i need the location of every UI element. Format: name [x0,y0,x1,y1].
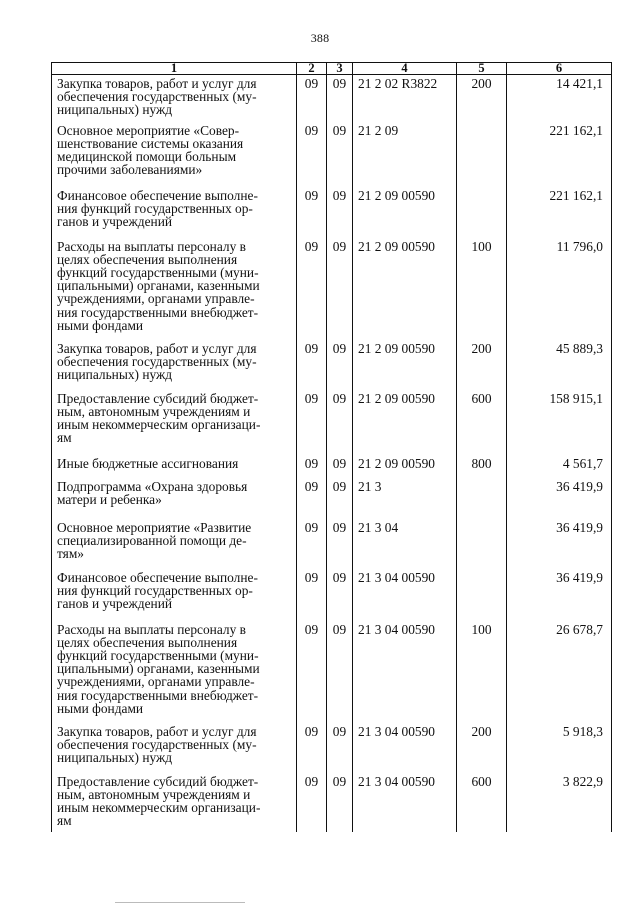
row-subsection-code: 09 [327,773,353,832]
table-header [52,63,612,75]
row-section-code: 09 [297,569,327,621]
item-name-line: Основное мероприятие «Развитие [57,519,252,535]
row-expense-type: 800 [457,455,507,478]
row-item-name [52,187,297,238]
item-name-line: ям [57,813,72,829]
item-name-line: прочими заболеваниями» [57,162,203,178]
item-name-line: тям» [57,545,85,561]
item-name-line: Финансовое обеспечение выполне- [57,569,258,585]
item-name-line: Основное мероприятие «Совер- [57,122,240,138]
item-name-line: ниципальных) нужд [57,102,173,118]
table-row [52,723,612,773]
table-row [52,187,612,238]
row-item-name [52,390,297,455]
row-subsection-code: 09 [327,122,353,187]
item-name-line: специализированной помощи де- [57,532,247,548]
header-col-6: 6 [507,63,612,75]
row-subsection-code: 09 [327,455,353,478]
row-target-article: 21 2 09 [353,122,457,187]
item-name-line: ганов и учреждений [57,595,173,611]
row-expense-type: 200 [457,723,507,773]
row-section-code: 09 [297,340,327,390]
item-name-line: ным, автономным учреждениям и [57,403,251,419]
header-col-1: 1 [52,63,297,75]
row-subsection-code: 09 [327,569,353,621]
row-target-article: 21 2 02 R3822 [353,75,457,122]
item-name-line: ния государственными внебюджет- [57,304,259,320]
row-subsection-code: 09 [327,621,353,723]
item-name-line: функций государственными (муни- [57,647,259,663]
row-section-code: 09 [297,455,327,478]
row-expense-type: 600 [457,773,507,832]
item-name-line: ния функций государственных ор- [57,200,253,216]
item-name-line: ям [57,430,72,446]
item-name-line: ния функций государственных ор- [57,582,253,598]
header-col-4: 4 [353,63,457,75]
row-subsection-code: 09 [327,390,353,455]
page-number: 388 [310,31,330,45]
item-name-line: ганов и учреждений [57,213,173,229]
row-item-name [52,340,297,390]
row-section-code: 09 [297,478,327,519]
row-section-code: 09 [297,621,327,723]
item-name-line: Иные бюджетные ассигнования [57,455,239,471]
item-name-line: ным, автономным учреждениям и [57,786,251,802]
row-amount: 36 419,9 [507,478,612,519]
row-expense-type [457,478,507,519]
scan-artifact-line [115,902,245,903]
header-col-2: 2 [297,63,327,75]
row-subsection-code: 09 [327,187,353,238]
row-amount: 36 419,9 [507,569,612,621]
row-expense-type: 200 [457,75,507,122]
table-row [52,238,612,340]
item-name-line: обеспечения государственных (му- [57,736,257,752]
row-item-name [52,569,297,621]
row-item-name [52,238,297,340]
header-row [52,63,612,75]
item-name-line: ниципальных) нужд [57,366,173,382]
budget-table [51,62,612,832]
row-section-code: 09 [297,519,327,569]
row-target-article: 21 3 04 00590 [353,621,457,723]
header-col-3: 3 [327,63,353,75]
row-expense-type [457,519,507,569]
table-row [52,455,612,478]
row-target-article: 21 2 09 00590 [353,238,457,340]
table-row [52,340,612,390]
row-item-name [52,621,297,723]
row-expense-type [457,187,507,238]
row-section-code: 09 [297,75,327,122]
item-name-line: целях обеспечения выполнения [57,634,238,650]
item-name-line: учреждениями, органами управле- [57,674,255,690]
item-name-line: медицинской помощи больным [57,148,237,164]
item-name-line: ными фондами [57,700,144,716]
row-item-name [52,122,297,187]
row-target-article: 21 2 09 00590 [353,187,457,238]
table-row [52,122,612,187]
table-row [52,75,612,122]
item-name-line: функций государственными (муни- [57,264,259,280]
table-row [52,621,612,723]
row-amount: 14 421,1 [507,75,612,122]
row-subsection-code: 09 [327,478,353,519]
row-expense-type: 200 [457,340,507,390]
item-name-line: целях обеспечения выполнения [57,251,238,267]
item-name-line: Закупка товаров, работ и услуг для [57,723,257,739]
row-expense-type [457,122,507,187]
row-section-code: 09 [297,187,327,238]
row-amount: 5 918,3 [507,723,612,773]
row-target-article: 21 3 04 [353,519,457,569]
item-name-line: ния государственными внебюджет- [57,687,259,703]
row-section-code: 09 [297,723,327,773]
row-expense-type [457,569,507,621]
row-amount: 45 889,3 [507,340,612,390]
item-name-line: Финансовое обеспечение выполне- [57,187,258,203]
item-name-line: ципальными) органами, казенными [57,278,260,294]
row-section-code: 09 [297,122,327,187]
row-target-article: 21 3 04 00590 [353,723,457,773]
table-row [52,519,612,569]
row-target-article: 21 2 09 00590 [353,390,457,455]
row-amount: 26 678,7 [507,621,612,723]
table-row [52,390,612,455]
item-name-line: обеспечения государственных (му- [57,353,257,369]
row-amount: 11 796,0 [507,238,612,340]
row-amount: 36 419,9 [507,519,612,569]
row-expense-type: 100 [457,621,507,723]
header-col-5: 5 [457,63,507,75]
item-name-line: иным некоммерческим организаци- [57,799,261,815]
item-name-line: Закупка товаров, работ и услуг для [57,76,257,91]
row-section-code: 09 [297,238,327,340]
table-row [52,478,612,519]
row-target-article: 21 3 04 00590 [353,569,457,621]
row-item-name [52,455,297,478]
row-section-code: 09 [297,773,327,832]
item-name-line: Подпрограмма «Охрана здоровья [57,478,248,494]
item-name-line: ными фондами [57,317,144,333]
item-name-line: Расходы на выплаты персоналу в [57,621,246,637]
row-item-name [52,519,297,569]
row-amount: 4 561,7 [507,455,612,478]
item-name-line: Закупка товаров, работ и услуг для [57,340,257,356]
row-amount: 158 915,1 [507,390,612,455]
row-target-article: 21 3 04 00590 [353,773,457,832]
table-row [52,773,612,832]
row-amount: 221 162,1 [507,122,612,187]
item-name-line: ципальными) органами, казенными [57,661,260,677]
item-name-line: Предоставление субсидий бюджет- [57,773,259,789]
row-subsection-code: 09 [327,238,353,340]
table-row [52,569,612,621]
row-amount: 3 822,9 [507,773,612,832]
row-target-article: 21 2 09 00590 [353,455,457,478]
item-name-line: обеспечения государственных (му- [57,89,257,105]
table-body [52,75,612,832]
item-name-line: шенствование системы оказания [57,135,244,151]
row-subsection-code: 09 [327,75,353,122]
row-subsection-code: 09 [327,723,353,773]
item-name-line: иным некоммерческим организаци- [57,416,261,432]
row-item-name [52,773,297,832]
row-expense-type: 600 [457,390,507,455]
item-name-line: учреждениями, органами управле- [57,291,255,307]
row-subsection-code: 09 [327,519,353,569]
row-amount: 221 162,1 [507,187,612,238]
item-name-line: Предоставление субсидий бюджет- [57,390,259,406]
row-subsection-code: 09 [327,340,353,390]
row-target-article: 21 2 09 00590 [353,340,457,390]
item-name-line: ниципальных) нужд [57,749,173,765]
item-name-line: матери и ребенка» [57,491,162,507]
row-item-name [52,478,297,519]
row-section-code: 09 [297,390,327,455]
item-name-line: Расходы на выплаты персоналу в [57,238,246,254]
row-item-name [52,75,297,122]
row-item-name [52,723,297,773]
row-expense-type: 100 [457,238,507,340]
row-target-article: 21 3 [353,478,457,519]
